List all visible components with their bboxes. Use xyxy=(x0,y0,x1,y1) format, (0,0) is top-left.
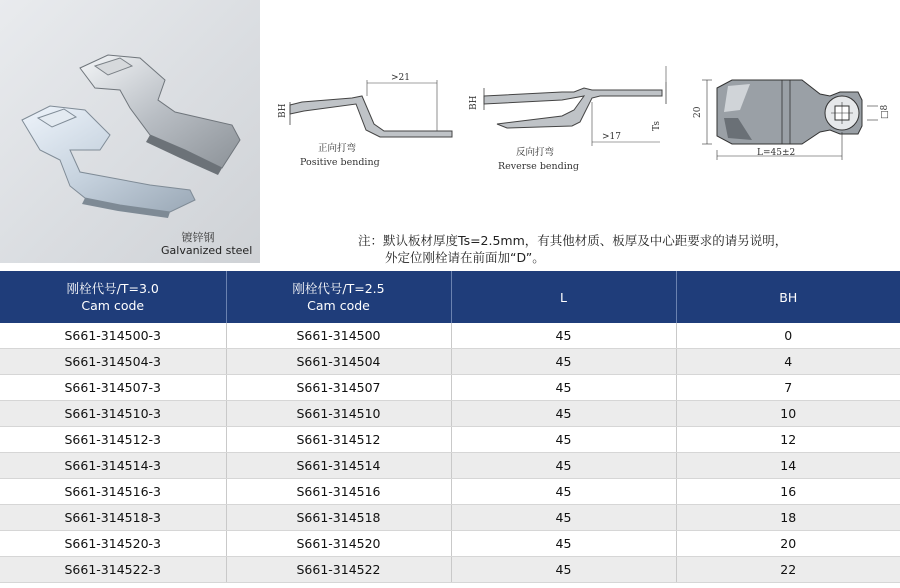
cell-code-t30: S661-314522-3 xyxy=(0,557,226,583)
positive-dim-top: >21 xyxy=(391,73,410,83)
header-t30-en: Cam code xyxy=(81,298,145,313)
top-dim-square: □8 xyxy=(880,104,890,119)
cell-bh: 12 xyxy=(676,427,900,453)
table-row xyxy=(0,427,900,453)
cell-code-t30: S661-314504-3 xyxy=(0,349,226,375)
header-bh: BH xyxy=(676,271,900,323)
technical-drawings xyxy=(262,0,900,230)
header-t25-en: Cam code xyxy=(307,298,370,313)
cell-l: 45 xyxy=(451,375,676,401)
table-row xyxy=(0,479,900,505)
table-header-row xyxy=(0,271,900,323)
cell-l: 45 xyxy=(451,557,676,583)
cell-code-t25: S661-314507 xyxy=(226,375,451,401)
cell-code-t30: S661-314516-3 xyxy=(0,479,226,505)
cell-code-t25: S661-314514 xyxy=(226,453,451,479)
cell-code-t25: S661-314522 xyxy=(226,557,451,583)
note xyxy=(358,232,898,266)
note-line-2: 外定位刚栓请在前面加“D”。 xyxy=(385,250,545,265)
cell-bh: 10 xyxy=(676,401,900,427)
cell-code-t25: S661-314520 xyxy=(226,531,451,557)
table-row xyxy=(0,323,900,349)
cell-bh: 22 xyxy=(676,557,900,583)
positive-bending-drawing xyxy=(278,73,452,168)
cell-bh: 0 xyxy=(676,323,900,349)
cell-code-t25: S661-314512 xyxy=(226,427,451,453)
reverse-dim-side: BH xyxy=(469,95,479,110)
cell-l: 45 xyxy=(451,505,676,531)
header-t30 xyxy=(0,271,226,323)
header-t25-cn: 刚栓代号/T=2.5 xyxy=(292,281,385,296)
positive-label-cn: 正向打弯 xyxy=(318,143,357,154)
cam-code-table xyxy=(0,271,900,583)
reverse-bending-drawing xyxy=(469,66,666,172)
cell-code-t30: S661-314514-3 xyxy=(0,453,226,479)
cell-l: 45 xyxy=(451,349,676,375)
cell-l: 45 xyxy=(451,427,676,453)
table-row xyxy=(0,505,900,531)
material-en: Galvanized steel xyxy=(161,244,253,257)
reverse-dim-ts: Ts xyxy=(652,121,662,131)
table-row xyxy=(0,453,900,479)
cell-bh: 16 xyxy=(676,479,900,505)
cell-code-t30: S661-314510-3 xyxy=(0,401,226,427)
table-row xyxy=(0,349,900,375)
product-photo xyxy=(0,0,260,263)
cam-parts-image xyxy=(0,0,260,263)
table-row xyxy=(0,557,900,583)
header-t25 xyxy=(226,271,451,323)
cell-bh: 14 xyxy=(676,453,900,479)
reverse-label-cn: 反向打弯 xyxy=(516,147,555,158)
cell-bh: 4 xyxy=(676,349,900,375)
material-cn: 镀锌钢 xyxy=(181,231,215,244)
note-line-1: 注：默认板材厚度Ts=2.5mm，有其他材质、板厚及中心距要求的请另说明， xyxy=(358,233,788,248)
table-row xyxy=(0,401,900,427)
cell-code-t25: S661-314500 xyxy=(226,323,451,349)
cell-l: 45 xyxy=(451,401,676,427)
table-row xyxy=(0,531,900,557)
header-l: L xyxy=(451,271,676,323)
reverse-label-en: Reverse bending xyxy=(498,161,579,172)
positive-label-en: Positive bending xyxy=(300,157,380,168)
cell-bh: 20 xyxy=(676,531,900,557)
cell-l: 45 xyxy=(451,479,676,505)
cell-code-t25: S661-314518 xyxy=(226,505,451,531)
cell-code-t30: S661-314520-3 xyxy=(0,531,226,557)
top-dim-height: 20 xyxy=(693,106,703,118)
cell-code-t25: S661-314510 xyxy=(226,401,451,427)
positive-dim-side: BH xyxy=(278,103,288,118)
cell-bh: 18 xyxy=(676,505,900,531)
cell-code-t30: S661-314518-3 xyxy=(0,505,226,531)
top-dim-length: L=45±2 xyxy=(757,148,796,158)
cell-code-t25: S661-314516 xyxy=(226,479,451,505)
cell-code-t30: S661-314500-3 xyxy=(0,323,226,349)
cell-code-t30: S661-314512-3 xyxy=(0,427,226,453)
reverse-dim-bottom: >17 xyxy=(602,132,621,142)
table-row xyxy=(0,375,900,401)
cell-bh: 7 xyxy=(676,375,900,401)
cell-l: 45 xyxy=(451,323,676,349)
header-t30-cn: 刚栓代号/T=3.0 xyxy=(66,281,159,296)
cell-code-t30: S661-314507-3 xyxy=(0,375,226,401)
top-view-drawing xyxy=(693,80,890,160)
cell-code-t25: S661-314504 xyxy=(226,349,451,375)
cell-l: 45 xyxy=(451,453,676,479)
cell-l: 45 xyxy=(451,531,676,557)
